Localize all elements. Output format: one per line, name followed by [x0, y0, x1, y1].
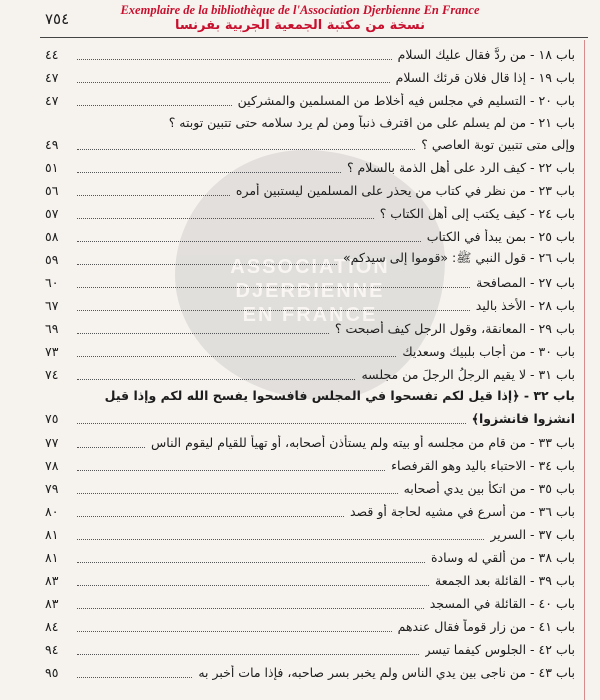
page-number: ٧٥٤	[45, 10, 70, 28]
dot-leader	[77, 413, 466, 424]
library-stamp-french: Exemplaire de la bibliothèque de l'Association Djerbienne En France	[120, 3, 480, 17]
toc-entry-title: باب ٣٢ - ﴿إذا قيل لكم تفسحوا في المجلس فافسحوا يفسح الله لكم وإذا قيل	[104, 387, 575, 403]
toc-entry-page: ٧٤	[45, 366, 59, 382]
dot-leader	[77, 506, 344, 517]
dot-leader	[77, 118, 163, 128]
dot-leader	[77, 323, 329, 334]
toc-entry-page: ٨٣	[45, 595, 59, 611]
toc-entry-page: ٧٧	[45, 434, 59, 450]
dot-leader	[77, 49, 392, 60]
toc-entry[interactable]	[45, 593, 575, 613]
dot-leader	[77, 529, 484, 540]
toc-entry[interactable]	[45, 662, 575, 682]
dot-leader	[77, 460, 385, 471]
dot-leader	[77, 139, 415, 150]
toc-entry-title: انشزوا فانشزوا﴾	[471, 410, 575, 426]
dot-leader	[77, 277, 470, 288]
toc-entry[interactable]	[45, 157, 575, 177]
toc-entry-title: باب ٣٧ - السرير	[490, 526, 575, 542]
toc-entry-title: باب ٢٠ - التسليم في مجلس فيه أخلاط من المسلمين والمشركين	[237, 92, 575, 108]
toc-entry[interactable]	[45, 44, 575, 64]
dot-leader	[77, 254, 337, 265]
toc-entry-page: ٩٥	[45, 664, 59, 680]
toc-entry-page: ٥٧	[45, 205, 59, 221]
watermark-line-3: EN FRANCE	[242, 304, 378, 326]
toc-entry-page: ٥٦	[45, 182, 59, 198]
toc-entry-title: باب ٣٠ - من أجاب بلبيك وسعديك	[402, 343, 575, 359]
toc-entry-title: باب ٣٤ - الاحتباء باليد وهو القرفصاء	[391, 457, 575, 473]
toc-entry-page: ٤٩	[45, 136, 59, 152]
toc-entry[interactable]	[45, 318, 575, 338]
dot-leader	[77, 437, 145, 448]
header-rule	[40, 37, 588, 38]
toc-entry-page: ٨١	[45, 549, 59, 565]
toc-entry[interactable]	[45, 547, 575, 567]
margin-line	[584, 40, 585, 700]
toc-entry[interactable]	[45, 180, 575, 200]
dot-leader	[77, 346, 396, 357]
toc-entry-title: باب ٣١ - لا يقيم الرجلُ الرجلَ من مجلسه	[361, 366, 575, 382]
toc-entry-page: ٦٠	[45, 274, 59, 290]
toc-entry-page: ٨١	[45, 526, 59, 542]
toc-entry-page: ٥٨	[45, 228, 59, 244]
toc-entry-title: باب ٢١ - من لم يسلم على من اقترف ذنباً ومن لم يرد سلامه حتى تتبين توبته ؟	[168, 114, 575, 130]
dot-leader	[77, 575, 429, 586]
dot-leader	[77, 231, 421, 242]
toc-entry[interactable]	[45, 501, 575, 521]
toc-entry-continuation[interactable]	[45, 134, 575, 154]
toc-entry-page: ٤٧	[45, 92, 59, 108]
toc-entry-title: وإلى متى تتبين توبة العاصي ؟	[421, 136, 575, 152]
toc-entry-title: باب ١٨ - من ردَّ فقال عليك السلام	[397, 46, 575, 62]
dot-leader	[77, 300, 470, 311]
toc-entry-title: باب ٢٦ - قول النبي ﷺ: «قوموا إلى سيدكم»	[343, 249, 575, 265]
dot-leader	[77, 369, 355, 380]
toc-entry[interactable]	[45, 203, 575, 223]
toc-entry[interactable]	[45, 272, 575, 292]
toc-entry[interactable]	[45, 364, 575, 384]
toc-entry-page: ٥١	[45, 159, 59, 175]
dot-leader	[77, 391, 99, 401]
toc-entry-title: باب ٣٥ - من اتكأ بين يدي أصحابه	[403, 480, 575, 496]
toc-entry-page: ٦٩	[45, 320, 59, 336]
toc-entry-page: ٨٣	[45, 572, 59, 588]
dot-leader	[77, 72, 390, 83]
toc-entry-continuation[interactable]	[45, 408, 575, 428]
toc-entry[interactable]	[45, 226, 575, 246]
toc-entry-title: باب ٤٠ - القائلة في المسجد	[429, 595, 575, 611]
toc-entry-title: باب ٣٣ - من قام من مجلسه أو بيته ولم يستأذن أصحابه، أو تهيأ للقيام ليقوم الناس	[151, 434, 575, 450]
toc-entry-title: باب ٢٥ - بمن يبدأ في الكتاب	[426, 228, 575, 244]
toc-entry[interactable]	[45, 639, 575, 659]
toc-entry[interactable]	[45, 295, 575, 315]
dot-leader	[77, 621, 392, 632]
dot-leader	[77, 598, 424, 609]
toc-entry[interactable]	[45, 90, 575, 110]
dot-leader	[77, 667, 192, 678]
toc-entry[interactable]	[45, 341, 575, 361]
toc-entry-title: باب ٢٤ - كيف يكتب إلى أهل الكتاب ؟	[379, 205, 575, 221]
toc-entry-page: ٤٤	[45, 46, 59, 62]
toc-entry-page: ٨٠	[45, 503, 59, 519]
watermark-line-2: DJERBIENNE	[235, 280, 385, 302]
dot-leader	[77, 208, 374, 219]
toc-entry[interactable]	[45, 249, 575, 269]
toc-entry-title: باب ٤١ - من زار قوماً فقال عندهم	[397, 618, 575, 634]
toc-entry-title: باب ٢٩ - المعانقة، وقول الرجل كيف أصبحت ؟	[334, 320, 575, 336]
dot-leader	[77, 552, 425, 563]
toc-entry-title: باب ٤٣ - من ناجى بين يدي الناس ولم يخبر بسر صاحبه، فإذا مات أخبر به	[198, 664, 575, 680]
dot-leader	[77, 185, 230, 196]
toc-entry[interactable]	[45, 455, 575, 475]
toc-entry-title: باب ٢٨ - الأخذ باليد	[475, 297, 575, 313]
toc-entry-title: باب ١٩ - إذا قال فلان قرئك السلام	[395, 69, 575, 85]
dot-leader	[77, 644, 419, 655]
toc-entry-title: باب ٣٨ - من ألقي له وسادة	[430, 549, 575, 565]
toc-entry-page: ٧٥	[45, 410, 59, 426]
toc-entry-title: باب ٢٢ - كيف الرد على أهل الذمة بالسلام ؟	[346, 159, 575, 175]
toc-entry-title: باب ٢٧ - المصافحة	[476, 274, 575, 290]
toc-entry-page: ٧٨	[45, 457, 59, 473]
toc-entry[interactable]	[45, 478, 575, 498]
toc-entry[interactable]	[45, 432, 575, 452]
watermark-line-1: ASSOCIATION	[230, 256, 390, 278]
toc-entry-page: ٥٩	[45, 251, 59, 267]
toc-entry-page: ٧٩	[45, 480, 59, 496]
toc-entry-page: ٧٣	[45, 343, 59, 359]
toc-entry[interactable]	[45, 616, 575, 636]
toc-entry-title: باب ٣٩ - القائلة بعد الجمعة	[435, 572, 575, 588]
toc-entry[interactable]	[45, 524, 575, 544]
toc-entry-page: ٨٤	[45, 618, 59, 634]
toc-entry-page: ٩٤	[45, 641, 59, 657]
toc-entry[interactable]	[45, 385, 575, 405]
dot-leader	[77, 162, 341, 173]
toc-entry-title: باب ٣٦ - من أسرع في مشيه لحاجة أو قصد	[350, 503, 575, 519]
toc-entry-page: ٤٧	[45, 69, 59, 85]
dot-leader	[77, 483, 398, 494]
toc-entry[interactable]	[45, 570, 575, 590]
toc-entry-title: باب ٢٣ - من نظر في كتاب من يحذر على المسلمين ليستبين أمره	[235, 182, 575, 198]
dot-leader	[77, 95, 232, 106]
library-stamp-arabic: نسخة من مكتبة الجمعية الجربية بفرنسا	[175, 18, 425, 33]
toc-entry-title: باب ٤٢ - الجلوس كيفما تيسر	[424, 641, 575, 657]
toc-entry-page: ٦٧	[45, 297, 59, 313]
toc-entry[interactable]	[45, 112, 575, 132]
toc-entry[interactable]	[45, 67, 575, 87]
